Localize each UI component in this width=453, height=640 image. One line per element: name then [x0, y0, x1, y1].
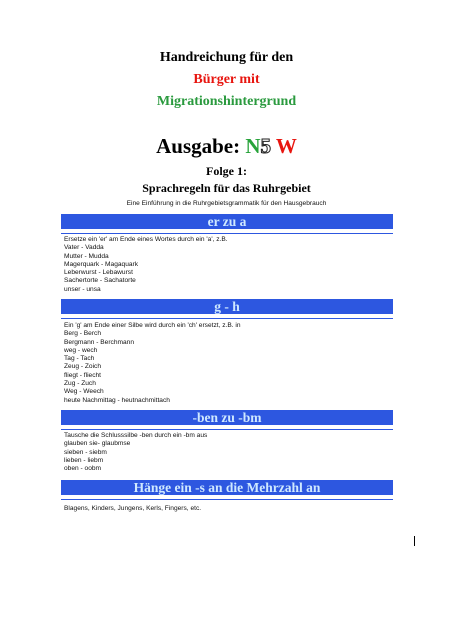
list-item: unser - unsa: [64, 285, 101, 293]
section-divider: [61, 233, 393, 234]
list-item: Ersetze ein 'er' am Ende eines Wortes durch ein 'a', z.B.: [64, 236, 228, 243]
list-item: Sachertorte - Sachatorte: [64, 277, 136, 285]
list-item: Zug - Zuch: [64, 380, 96, 388]
list-item: heute Nachmittag - heutnachmittach: [64, 396, 170, 404]
title-line-1: Handreichung für den: [159, 50, 294, 65]
intro-text: Eine Einführung in die Ruhrgebietsgrammatik für den Hausgebrauch: [126, 200, 327, 207]
list-item: Leberwurst - Lebawurst: [64, 269, 133, 277]
list-item: Berg - Berch: [64, 330, 102, 338]
list-item: Blagens, Kinders, Jungens, Kerls, Fingers, etc.: [64, 505, 202, 512]
section-divider: [61, 429, 393, 430]
issue-w: W: [275, 134, 297, 158]
section-heading-er-zu-a: er zu a: [61, 214, 393, 229]
list-item: Ein 'g' am Ende einer Silbe wird durch ein 'ch' ersetzt, z.B. in: [64, 322, 241, 329]
subtitle: Sprachregeln für das Ruhrgebiet: [142, 181, 311, 195]
issue-n: N: [245, 134, 261, 158]
section-list-g-h: [64, 322, 241, 405]
section-heading-g-h: g - h: [61, 299, 393, 314]
section-heading-mehrzahl: Hänge ein -s an die Mehrzahl an: [61, 480, 393, 495]
title-line-3: Migrationshintergrund: [156, 94, 297, 109]
list-item: Mutter - Mudda: [64, 252, 109, 260]
list-item: Zeug - Zoich: [64, 363, 102, 371]
list-item: Weg - Weech: [64, 388, 104, 396]
text-cursor: [414, 536, 415, 546]
title-line-2: Bürger mit: [193, 72, 260, 87]
list-item: Bergmann - Berchmann: [64, 338, 135, 346]
section-list-ben-zu-bm: [64, 432, 207, 473]
section-divider: [61, 499, 393, 500]
list-item: Vater - Vadda: [64, 244, 104, 252]
list-item: fliegt - fliecht: [64, 371, 102, 379]
section-list-mehrzahl: [64, 505, 201, 513]
section-list-er-zu-a: [64, 236, 228, 294]
list-item: Tag - Tach: [64, 355, 95, 363]
issue-heading: [0, 134, 453, 159]
issue-five: 5: [260, 134, 272, 158]
list-item: oben - oobm: [64, 465, 102, 473]
issue-label: Ausgabe:: [156, 134, 241, 158]
list-item: Magerquark - Magaquark: [64, 260, 139, 268]
list-item: sieben - siebm: [64, 448, 107, 456]
folge-label: Folge 1:: [206, 164, 247, 178]
section-divider: [61, 318, 393, 319]
list-item: lieben - liebm: [64, 456, 104, 464]
list-item: glauben sie- glaubmse: [64, 440, 131, 448]
list-item: weg - wech: [64, 346, 98, 354]
list-item: Tausche die Schlusssilbe -ben durch ein -bm aus: [64, 432, 208, 439]
section-heading-ben-zu-bm: -ben zu -bm: [61, 410, 393, 425]
